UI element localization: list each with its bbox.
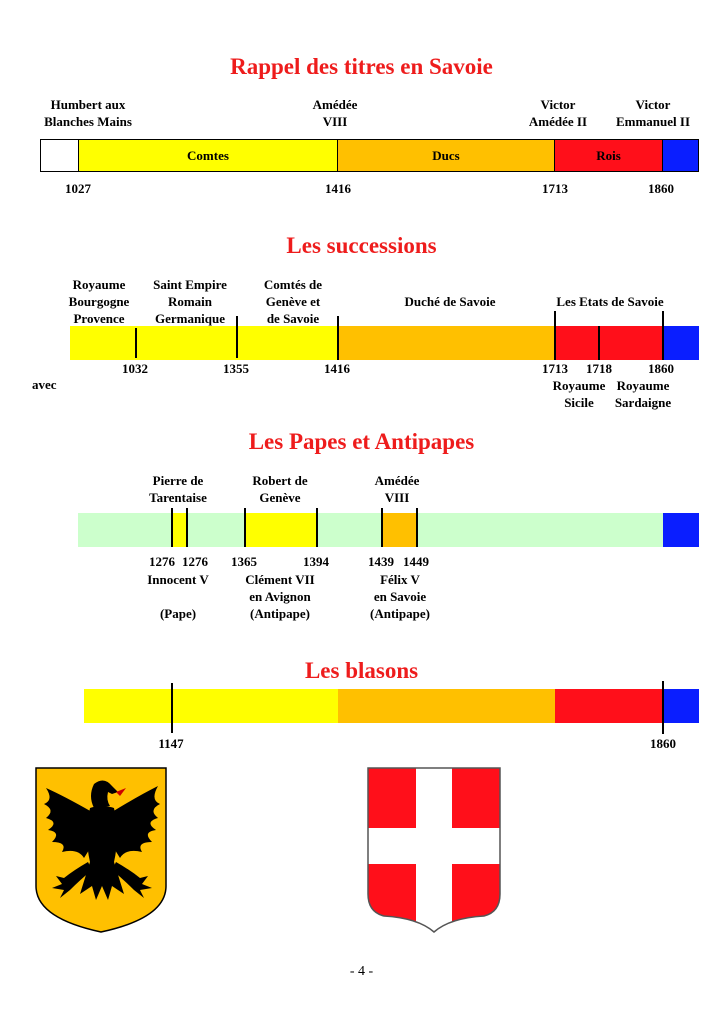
segment-comtes-label: Comtes bbox=[187, 148, 229, 163]
papes-segment-innocent bbox=[172, 513, 186, 547]
segment-comtes bbox=[78, 140, 338, 171]
papes-year-1439: 1439 bbox=[368, 554, 394, 569]
succ-segment-red bbox=[555, 326, 663, 360]
label-saint-empire: Saint Empire Romain Germanique bbox=[153, 277, 227, 326]
tick-1276a bbox=[171, 508, 173, 547]
label-avec: avec bbox=[32, 377, 57, 392]
segment-rois-label: Rois bbox=[596, 148, 621, 163]
label-robert-geneve: Robert de Genève bbox=[252, 473, 308, 505]
label-comtes-geneve: Comtés de Genève et de Savoie bbox=[263, 277, 323, 326]
segment-ducs-label: Ducs bbox=[432, 148, 460, 163]
segment-ducs bbox=[338, 140, 555, 171]
succ-segment-yellow bbox=[70, 326, 338, 360]
label-etats-savoie: Les Etats de Savoie bbox=[556, 294, 664, 309]
year-1027: 1027 bbox=[65, 181, 91, 196]
tick-1439 bbox=[381, 508, 383, 547]
blasons-segment-red bbox=[555, 689, 663, 723]
label-amedee-viii-pape: Amédée VIII bbox=[374, 473, 420, 505]
segment-rois bbox=[555, 140, 663, 171]
tick-1860 bbox=[662, 311, 664, 360]
label-pierre-tarentaise: Pierre de Tarentaise bbox=[149, 473, 207, 505]
succ-year-1032: 1032 bbox=[122, 361, 148, 376]
label-innocent-v: Innocent V (Pape) bbox=[147, 572, 209, 621]
blasons-segment-blue bbox=[663, 689, 699, 723]
tick-1276b bbox=[186, 508, 188, 547]
tick-1355 bbox=[236, 316, 238, 358]
titres-title: Rappel des titres en Savoie bbox=[230, 54, 493, 79]
black-eagle-shield-icon bbox=[34, 766, 168, 934]
papes-year-1276b: 1276 bbox=[182, 554, 208, 569]
papes-year-1449: 1449 bbox=[403, 554, 429, 569]
succ-segment-blue bbox=[663, 326, 699, 360]
blasons-segment-yellow bbox=[84, 689, 338, 723]
tick-1147 bbox=[171, 683, 173, 733]
succ-year-1718: 1718 bbox=[586, 361, 612, 376]
label-amedee-viii: Amédée VIII bbox=[312, 97, 358, 129]
label-victor-emmanuel: Victor Emmanuel II bbox=[615, 97, 691, 129]
tick-1713 bbox=[554, 311, 556, 360]
year-1416: 1416 bbox=[325, 181, 351, 196]
tick-1394 bbox=[316, 508, 318, 547]
succ-segment-orange bbox=[338, 326, 555, 360]
tick-1416 bbox=[337, 316, 339, 360]
papes-title: Les Papes et Antipapes bbox=[248, 429, 475, 454]
label-duche-savoie: Duché de Savoie bbox=[404, 294, 496, 309]
succ-year-1713: 1713 bbox=[542, 361, 568, 376]
papes-year-1365: 1365 bbox=[231, 554, 257, 569]
label-felix-v: Félix V en Savoie (Antipape) bbox=[370, 572, 430, 621]
savoy-cross-shield-icon bbox=[366, 766, 502, 934]
tick-1032 bbox=[135, 328, 137, 358]
tick-1365 bbox=[244, 508, 246, 547]
papes-year-1276a: 1276 bbox=[149, 554, 175, 569]
papes-segment-felix bbox=[382, 513, 417, 547]
successions-title: Les successions bbox=[286, 233, 437, 258]
blasons-title: Les blasons bbox=[304, 658, 419, 683]
blasons-segment-orange bbox=[338, 689, 555, 723]
papes-segment-clement bbox=[245, 513, 316, 547]
label-humbert: Humbert aux Blanches Mains bbox=[44, 97, 132, 129]
label-royaume-sicile: Royaume Sicile bbox=[552, 378, 606, 410]
blasons-year-1860: 1860 bbox=[650, 736, 676, 751]
papes-timeline-bar bbox=[78, 513, 663, 547]
papes-segment-blue bbox=[663, 513, 699, 547]
succ-year-1416: 1416 bbox=[324, 361, 350, 376]
tick-1718 bbox=[598, 326, 600, 360]
label-bourgogne: Royaume Bourgogne Provence bbox=[68, 277, 130, 326]
page-number: - 4 - bbox=[349, 964, 374, 979]
succ-year-1355: 1355 bbox=[223, 361, 249, 376]
year-1713: 1713 bbox=[542, 181, 568, 196]
year-1860: 1860 bbox=[648, 181, 674, 196]
tick-1860-blasons bbox=[662, 681, 664, 734]
papes-year-1394: 1394 bbox=[303, 554, 329, 569]
label-royaume-sardaigne: Royaume Sardaigne bbox=[614, 378, 672, 410]
succ-year-1860: 1860 bbox=[648, 361, 674, 376]
segment-italie-blue bbox=[663, 140, 698, 171]
label-clement-vii: Clément VII en Avignon (Antipape) bbox=[245, 572, 315, 621]
blasons-year-1147: 1147 bbox=[158, 736, 184, 751]
label-victor-amedee: Victor Amédée II bbox=[528, 97, 588, 129]
tick-1449 bbox=[416, 508, 418, 547]
